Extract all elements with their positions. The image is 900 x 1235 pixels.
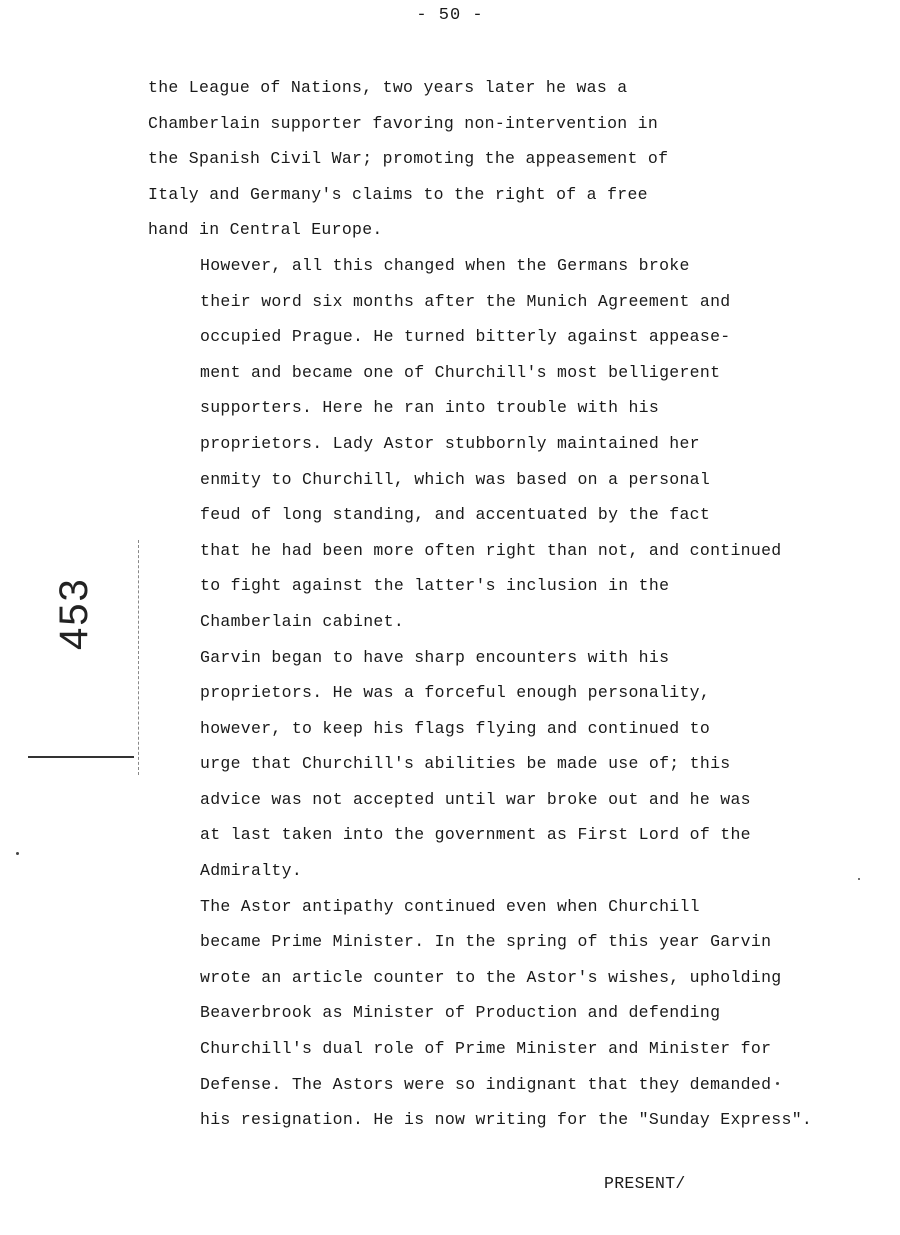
text-line: proprietors. He was a forceful enough personality, [200,683,711,703]
catchword: PRESENT/ [604,1174,686,1193]
body-text [148,70,813,1138]
paragraph-1 [148,70,808,248]
text-line: Beaverbrook as Minister of Production and defending [200,1003,721,1023]
scan-speck [16,852,19,855]
paragraph-4 [148,889,813,1138]
text-line: however, to keep his flags flying and continued to [200,718,711,738]
text-line: their word six months after the Munich Agreement and [200,291,731,311]
paragraph-3 [148,640,808,889]
margin-bar [138,540,140,775]
text-line: Garvin began to have sharp encounters with his [200,647,670,667]
text-line: Chamberlain supporter favoring non-intervention in [148,113,659,133]
margin-rule [28,756,134,758]
margin-folio-annotation: 453 [52,577,96,650]
page-number: - 50 - [416,6,484,25]
text-line: Admiralty. [200,861,303,881]
text-line: that he had been more often right than not, and continued [200,540,782,560]
text-line: to fight against the latter's inclusion in the [200,576,670,596]
text-line: hand in Central Europe. [148,220,383,240]
text-line: became Prime Minister. In the spring of this year Garvin [200,932,772,952]
scan-speck [858,878,860,880]
text-line: Churchill's dual role of Prime Minister and Minister for [200,1039,772,1059]
paragraph-2 [148,248,808,640]
text-line: The Astor antipathy continued even when Churchill [200,896,700,916]
text-line: at last taken into the government as First Lord of the [200,825,751,845]
text-line: Italy and Germany's claims to the right of a free [148,184,648,204]
text-line: his resignation. He is now writing for the "Sunday Express". [200,1110,813,1130]
text-line: occupied Prague. He turned bitterly against appease- [200,327,731,347]
text-line: proprietors. Lady Astor stubbornly maintained her [200,433,700,453]
scan-speck [776,1082,779,1085]
text-line: advice was not accepted until war broke out and he was [200,789,751,809]
text-line: Defense. The Astors were so indignant that they demanded [200,1074,772,1094]
text-line: Chamberlain cabinet. [200,611,405,631]
text-line: supporters. Here he ran into trouble with his [200,398,660,418]
text-line: ment and became one of Churchill's most belligerent [200,362,721,382]
text-line: the League of Nations, two years later he was a [148,78,628,97]
text-line: the Spanish Civil War; promoting the appeasement of [148,149,669,169]
text-line: However, all this changed when the Germans broke [200,255,690,275]
text-line: enmity to Churchill, which was based on a personal [200,469,711,489]
text-line: wrote an article counter to the Astor's wishes, upholding [200,967,782,987]
text-line: urge that Churchill's abilities be made use of; this [200,754,731,774]
text-line: feud of long standing, and accentuated by the fact [200,505,711,525]
